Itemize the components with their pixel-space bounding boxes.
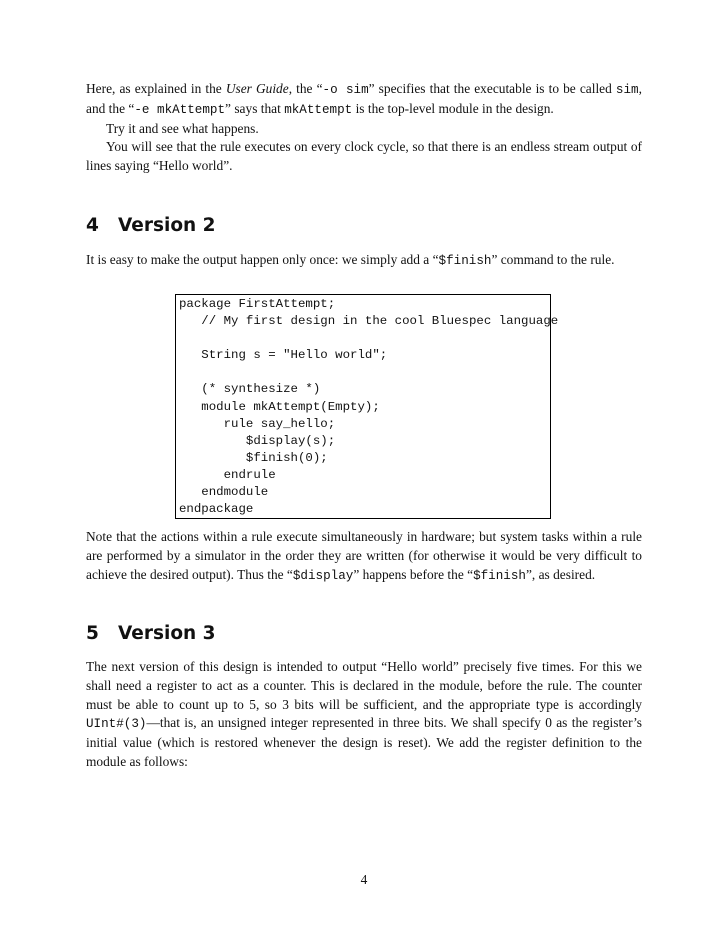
- section-5-title: Version 3: [118, 623, 216, 644]
- section-4-body: [86, 528, 642, 585]
- section-4-paragraph-1: It is easy to make the output happen only once: we simply add a “$finish” command to the rule.: [86, 252, 615, 268]
- section-5-heading: [86, 623, 216, 644]
- section-5-number: 5: [86, 623, 99, 644]
- intro-text: [86, 80, 642, 176]
- section-5-paragraph-1: The next version of this design is intended to output “Hello world” precisely five times. For this we shall need a register to act as a counter. This is declared in the module, before the rule. The counter must be able to count up to 5, so 3 bits will be sufficient, and the appropriate type is accordingly UInt#(3)—that is, an unsigned integer represented in three bits. We shall specify 0 as the register’s initial value (which is restored whenever the design is reset). We add the register definition to the module as follows:: [86, 659, 642, 769]
- intro-paragraph-1: Here, as explained in the User Guide, the “-o sim” specifies that the executable is to be called sim, and the “-e mkAttempt” says that mkAttempt is the top-level module in the design.: [86, 81, 642, 117]
- section-4-paragraph-2: Note that the actions within a rule execute simultaneously in hardware; but system tasks within a rule are performed by a simulator in the order they are written (for otherwise it would be very difficult to achieve the desired output). Thus the “$display” happens before the “$finish”, as desired.: [86, 529, 642, 583]
- section-4-intro: [86, 251, 642, 271]
- section-4-heading: [86, 215, 216, 236]
- intro-paragraph-3: You will see that the rule executes on every clock cycle, so that there is an endless stream output of lines saying “Hello world”.: [86, 139, 642, 174]
- page-number: 4: [360, 872, 368, 887]
- code-listing: [175, 294, 559, 519]
- section-5-body: [86, 658, 642, 772]
- code-text: package FirstAttempt; // My first design in the cool Bluespec language String s = "Hello world"; (* synthesize *) module mkAttempt(Empty); rule say_hello; $display(s); $finish(0); endrule endmodule endpackage: [179, 297, 559, 517]
- section-4-number: 4: [86, 215, 99, 236]
- intro-paragraph-2: Try it and see what happens.: [106, 120, 259, 136]
- section-4-title: Version 2: [118, 215, 216, 236]
